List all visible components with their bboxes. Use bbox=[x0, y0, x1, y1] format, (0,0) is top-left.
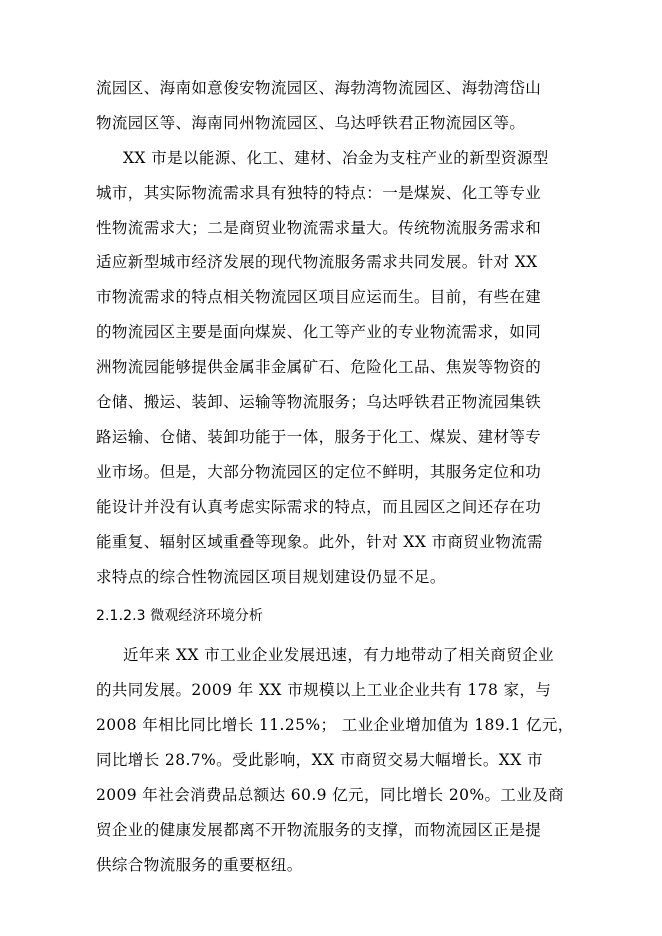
paragraph-line: 能重复、辐射区域重叠等现象。此外，针对 XX 市商贸业物流需 bbox=[96, 533, 543, 551]
paragraph-line: XX 市是以能源、化工、建材、冶金为支柱产业的新型资源型 bbox=[123, 149, 549, 167]
paragraph-line: 城市，其实际物流需求具有独特的特点：一是煤炭、化工等专业 bbox=[96, 184, 542, 202]
paragraph-line: 的物流园区主要是面向煤炭、化工等产业的专业物流需求，如同 bbox=[96, 323, 542, 341]
paragraph-line: 业市场。但是，大部分物流园区的定位不鲜明，其服务定位和功 bbox=[96, 463, 542, 481]
paragraph-line: 同比增长 28.7%。受此影响，XX 市商贸交易大幅增长。XX 市 bbox=[96, 751, 543, 769]
paragraph-line: 的共同发展。2009 年 XX 市规模以上工业企业共有 178 家，与 bbox=[96, 681, 552, 699]
paragraph-line: 流园区、海南如意俊安物流园区、海勃湾物流园区、海勃湾岱山 bbox=[96, 79, 542, 97]
paragraph-line: 适应新型城市经济发展的现代物流服务需求共同发展。针对 XX bbox=[96, 253, 538, 271]
paragraph-line: 仓储、搬运、装卸、运输等物流服务；乌达呼铁君正物流园集铁 bbox=[96, 393, 542, 411]
paragraph-line: 能设计并没有认真考虑实际需求的特点，而且园区之间还存在功 bbox=[96, 498, 542, 516]
section-heading: 2.1.2.3 微观经济环境分析 bbox=[96, 608, 264, 624]
paragraph-line: 贸企业的健康发展都离不开物流服务的支撑，而物流园区正是提 bbox=[96, 821, 542, 839]
paragraph-line: 性物流需求大；二是商贸业物流需求量大。传统物流服务需求和 bbox=[96, 219, 542, 237]
paragraph-line: 供综合物流服务的重要枢纽。 bbox=[96, 856, 303, 874]
paragraph-line: 近年来 XX 市工业企业发展迅速，有力地带动了相关商贸企业 bbox=[123, 646, 555, 664]
paragraph-line: 市物流需求的特点相关物流园区项目应运而生。目前，有些在建 bbox=[96, 288, 542, 306]
paragraph-line: 2009 年社会消费品总额达 60.9 亿元，同比增长 20%。工业及商 bbox=[96, 786, 565, 804]
paragraph-line: 路运输、仓储、装卸功能于一体，服务于化工、煤炭、建材等专 bbox=[96, 428, 542, 446]
paragraph-line: 物流园区等、海南同州物流园区、乌达呼铁君正物流园区等。 bbox=[96, 114, 526, 132]
paragraph-line: 2008 年相比同比增长 11.25%； 工业企业增加值为 189.1 亿元， bbox=[96, 716, 574, 734]
paragraph-line: 求特点的综合性物流园区项目规划建设仍显不足。 bbox=[96, 568, 446, 586]
paragraph-line: 洲物流园能够提供金属非金属矿石、危险化工品、焦炭等物资的 bbox=[96, 358, 542, 376]
